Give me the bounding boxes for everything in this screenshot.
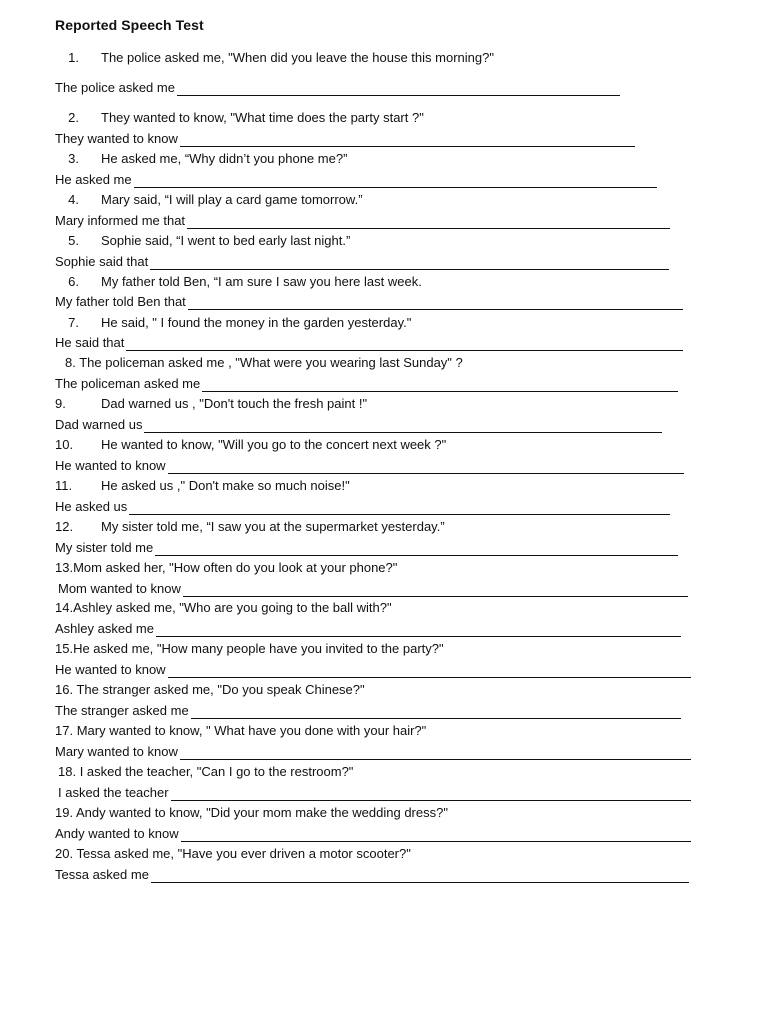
question-8	[65, 355, 463, 371]
answer-prompt: They wanted to know	[55, 131, 178, 146]
question-text: My father told Ben, “I am sure I saw you here last week.	[101, 274, 422, 289]
answer-blank[interactable]	[191, 706, 681, 719]
answer-row-18	[58, 785, 691, 801]
answer-blank[interactable]	[134, 175, 657, 188]
question-text: He wanted to know, "Will you go to the concert next week ?"	[101, 437, 447, 452]
question-3	[55, 151, 347, 167]
question-text: Sophie said, “I went to bed early last night.”	[101, 233, 351, 248]
answer-prompt: My father told Ben that	[55, 294, 186, 309]
answer-row-12	[55, 540, 678, 556]
question-number: 14.	[55, 600, 74, 615]
answer-blank[interactable]	[187, 216, 670, 229]
question-17	[55, 723, 426, 739]
answer-row-9	[55, 417, 662, 433]
question-13	[55, 560, 397, 576]
answer-row-19	[55, 826, 691, 842]
answer-prompt: He wanted to know	[55, 458, 166, 473]
question-text: I asked the teacher, "Can I go to the restroom?"	[79, 764, 354, 779]
question-15	[55, 641, 444, 657]
question-9	[55, 396, 367, 412]
answer-prompt: Sophie said that	[55, 254, 149, 269]
answer-prompt: The stranger asked me	[55, 703, 189, 718]
answer-row-20	[55, 867, 689, 883]
question-number: 7.	[68, 315, 79, 330]
answer-row-8	[55, 376, 678, 392]
question-number: 5.	[68, 233, 79, 248]
answer-prompt: Ashley asked me	[55, 621, 154, 636]
question-6	[55, 274, 422, 290]
question-number: 19.	[55, 805, 74, 820]
question-19	[55, 805, 448, 821]
question-number: 4.	[68, 192, 79, 207]
question-number: 1.	[68, 50, 79, 65]
question-text: The police asked me, "When did you leave the house this morning?"	[101, 50, 494, 65]
question-20	[55, 846, 411, 862]
question-4	[55, 192, 363, 208]
answer-blank[interactable]	[144, 420, 662, 433]
answer-blank[interactable]	[168, 461, 684, 474]
answer-blank[interactable]	[177, 83, 620, 96]
answer-row-16	[55, 703, 681, 719]
question-number: 15.	[55, 641, 74, 656]
answer-row-11	[55, 499, 670, 515]
question-10	[55, 437, 446, 453]
answer-row-7	[55, 335, 683, 351]
answer-row-15	[55, 662, 691, 678]
question-number: 3.	[68, 151, 79, 166]
question-text: They wanted to know, "What time does the party start ?"	[101, 110, 424, 125]
question-text: Dad warned us , "Don't touch the fresh paint !"	[101, 396, 368, 411]
question-number: 16.	[55, 682, 74, 697]
question-text: The policeman asked me , "What were you wearing last Sunday" ?	[79, 355, 463, 370]
question-number: 9.	[55, 396, 66, 411]
question-text: He asked me, “Why didn’t you phone me?”	[101, 151, 348, 166]
answer-blank[interactable]	[129, 502, 670, 515]
answer-prompt: My sister told me	[55, 540, 154, 555]
question-2	[55, 110, 424, 126]
question-16	[55, 682, 365, 698]
answer-row-5	[55, 254, 669, 270]
answer-row-6	[55, 294, 683, 310]
question-11	[55, 478, 350, 494]
question-text: Mary said, “I will play a card game tomorrow.”	[101, 192, 363, 207]
question-text: He asked us ," Don't make so much noise!"	[101, 478, 350, 493]
answer-row-10	[55, 458, 684, 474]
question-18	[58, 764, 353, 780]
answer-blank[interactable]	[150, 257, 669, 270]
question-text: Mary wanted to know, " What have you done with your hair?"	[76, 723, 427, 738]
question-text: The stranger asked me, "Do you speak Chinese?"	[76, 682, 365, 697]
answer-row-13	[58, 581, 688, 597]
answer-prompt: He asked me	[55, 172, 132, 187]
question-1	[55, 50, 494, 66]
answer-blank[interactable]	[183, 584, 688, 597]
answer-blank[interactable]	[180, 134, 635, 147]
answer-blank[interactable]	[155, 543, 678, 556]
question-number: 20.	[55, 846, 74, 861]
question-5	[55, 233, 350, 249]
answer-prompt: Mary informed me that	[55, 213, 186, 228]
question-number: 12.	[55, 519, 74, 534]
answer-prompt: Mom wanted to know	[58, 581, 181, 596]
answer-row-4	[55, 213, 670, 229]
answer-blank[interactable]	[181, 829, 691, 842]
answer-blank[interactable]	[156, 624, 681, 637]
question-number: 6.	[68, 274, 79, 289]
answer-prompt: He said that	[55, 335, 125, 350]
answer-prompt: I asked the teacher	[58, 785, 169, 800]
answer-prompt: The police asked me	[55, 80, 175, 95]
answer-blank[interactable]	[202, 379, 678, 392]
question-number: 10.	[55, 437, 74, 452]
question-7	[55, 315, 411, 331]
question-text: Tessa asked me, "Have you ever driven a motor scooter?"	[76, 846, 411, 861]
question-14	[55, 600, 392, 616]
answer-blank[interactable]	[151, 870, 689, 883]
answer-blank[interactable]	[168, 665, 691, 678]
answer-row-1	[55, 80, 620, 96]
question-number: 17.	[55, 723, 74, 738]
answer-row-2	[55, 131, 635, 147]
question-text: My sister told me, “I saw you at the supermarket yesterday.”	[101, 519, 445, 534]
question-text: Andy wanted to know, "Did your mom make the wedding dress?"	[75, 805, 448, 820]
page-title: Reported Speech Test	[55, 17, 204, 33]
question-text: He asked me, "How many people have you invited to the party?"	[73, 641, 444, 656]
answer-prompt: Dad warned us	[55, 417, 143, 432]
question-number: 8.	[65, 355, 76, 370]
question-number: 13.	[55, 560, 74, 575]
answer-blank[interactable]	[188, 297, 683, 310]
answer-blank[interactable]	[180, 747, 691, 760]
answer-blank[interactable]	[171, 788, 691, 801]
question-number: 11.	[55, 478, 73, 493]
answer-prompt: Andy wanted to know	[55, 826, 179, 841]
answer-prompt: He wanted to know	[55, 662, 166, 677]
answer-row-3	[55, 172, 657, 188]
question-number: 2.	[68, 110, 79, 125]
answer-prompt: Mary wanted to know	[55, 744, 178, 759]
answer-row-17	[55, 744, 691, 760]
answer-blank[interactable]	[126, 338, 683, 351]
answer-row-14	[55, 621, 681, 637]
answer-prompt: Tessa asked me	[55, 867, 149, 882]
question-text: He said, " I found the money in the garden yesterday."	[101, 315, 412, 330]
answer-prompt: He asked us	[55, 499, 128, 514]
question-number: 18.	[58, 764, 77, 779]
question-12	[55, 519, 445, 535]
answer-prompt: The policeman asked me	[55, 376, 201, 391]
question-text: Mom asked her, "How often do you look at your phone?"	[73, 560, 398, 575]
question-text: Ashley asked me, "Who are you going to the ball with?"	[73, 600, 392, 615]
